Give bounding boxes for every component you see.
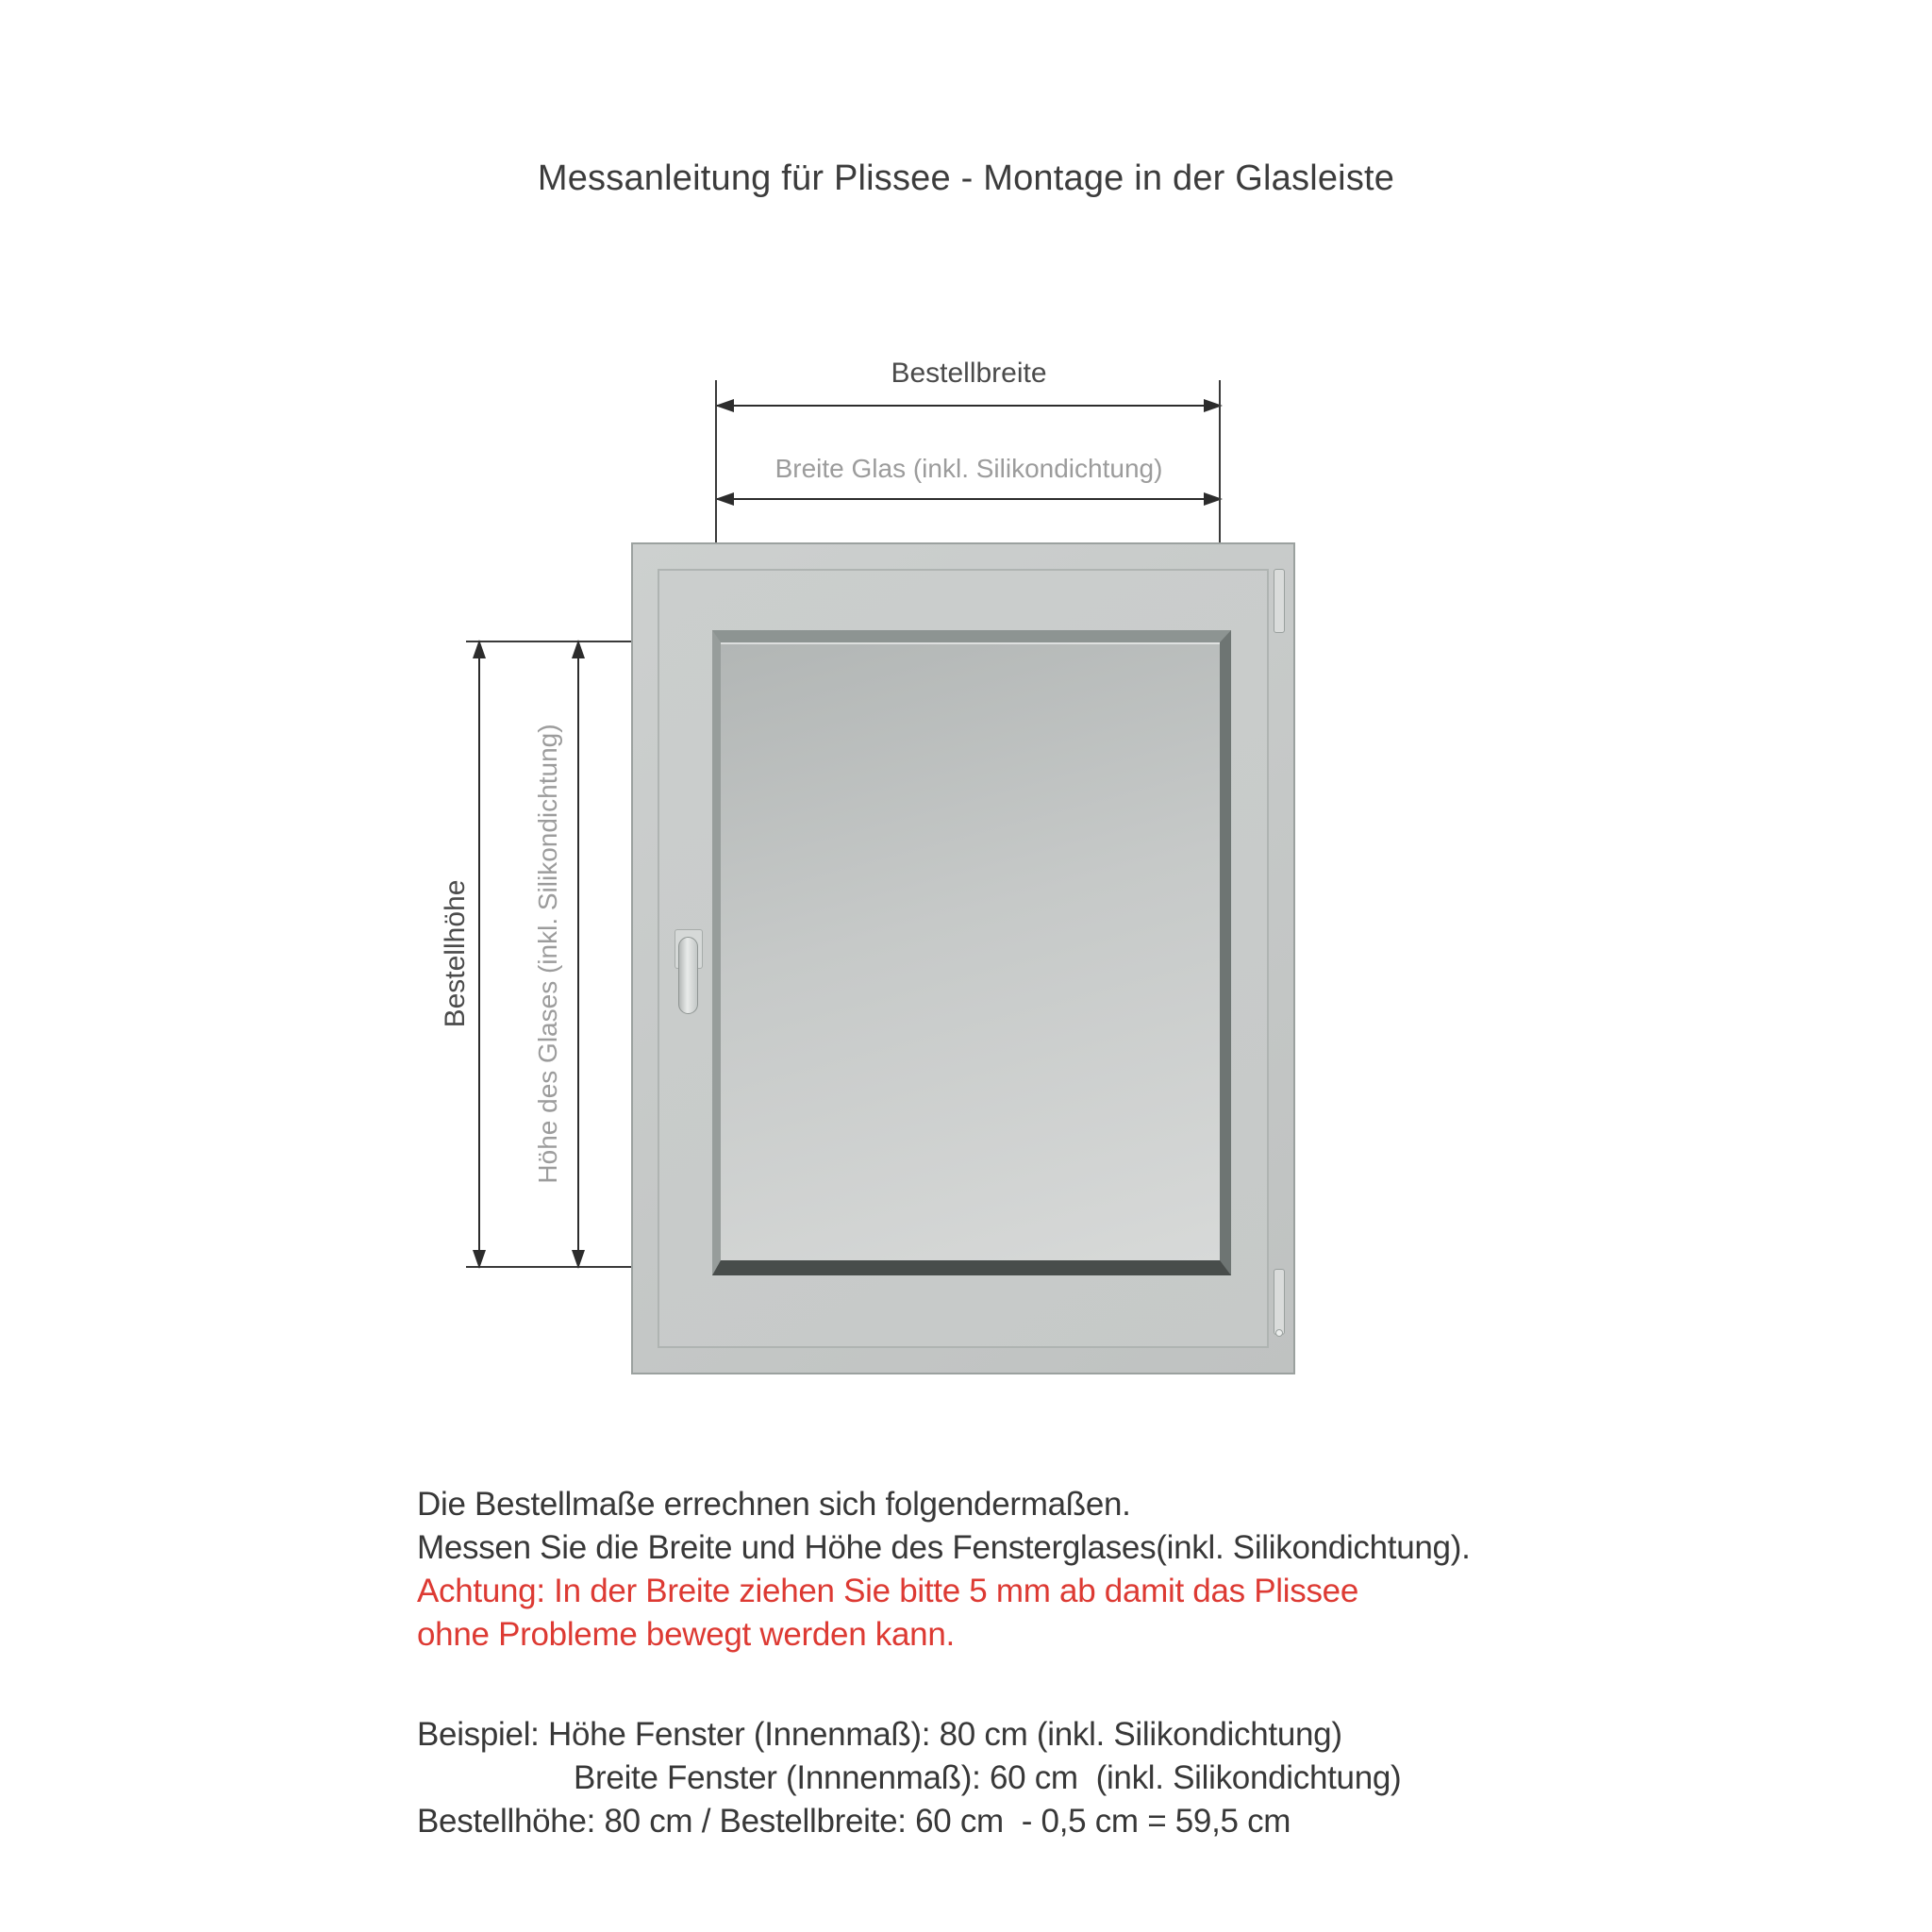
text-spacer — [417, 1657, 1832, 1713]
order-width-dimension-arrow — [717, 405, 1221, 407]
window-glass — [712, 630, 1231, 1275]
example-line: Beispiel: Höhe Fenster (Innenmaß): 80 cm (inkl. Silikondichtung) — [417, 1716, 1342, 1753]
example-line: Breite Fenster (Innnenmaß): 60 cm (inkl. Silikondichtung) — [574, 1759, 1402, 1796]
arrowhead-down-icon — [572, 1250, 585, 1269]
glass-width-label: Breite Glas (inkl. Silikondichtung) — [774, 454, 1163, 483]
window-hinge-pin-icon — [1275, 1329, 1283, 1337]
order-width-label: Bestellbreite — [891, 358, 1047, 389]
order-height-label: Bestellhöhe — [440, 879, 471, 1028]
arrowhead-up-icon — [572, 640, 585, 658]
glass-width-dimension-arrow — [717, 498, 1221, 500]
order-height-dimension-arrow — [478, 641, 480, 1267]
window-hinge-top-icon — [1274, 569, 1285, 633]
window-handle-icon — [678, 937, 698, 1014]
window-hinge-bottom-icon — [1274, 1269, 1285, 1335]
window-illustration — [631, 542, 1295, 1374]
arrowhead-down-icon — [473, 1250, 486, 1269]
instruction-line: Die Bestellmaße errechnen sich folgendermaßen. — [417, 1486, 1131, 1523]
example-line: Bestellhöhe: 80 cm / Bestellbreite: 60 cm - 0,5 cm = 59,5 cm — [417, 1803, 1291, 1840]
instruction-text-block — [417, 1483, 1832, 1843]
glass-height-label: Höhe des Glases (inkl. Silikondichtung) — [533, 724, 562, 1184]
warning-line: ohne Probleme bewegt werden kann. — [417, 1616, 955, 1653]
page-title: Messanleitung für Plissee - Montage in der Glasleiste — [537, 158, 1395, 198]
warning-line: Achtung: In der Breite ziehen Sie bitte 5 mm ab damit das Plissee — [417, 1573, 1358, 1609]
arrowhead-left-icon — [715, 492, 734, 506]
arrowhead-up-icon — [473, 640, 486, 658]
glass-height-dimension-arrow — [577, 641, 579, 1267]
instruction-line: Messen Sie die Breite und Höhe des Fensterglases(inkl. Silikondichtung). — [417, 1529, 1471, 1566]
arrowhead-left-icon — [715, 399, 734, 412]
